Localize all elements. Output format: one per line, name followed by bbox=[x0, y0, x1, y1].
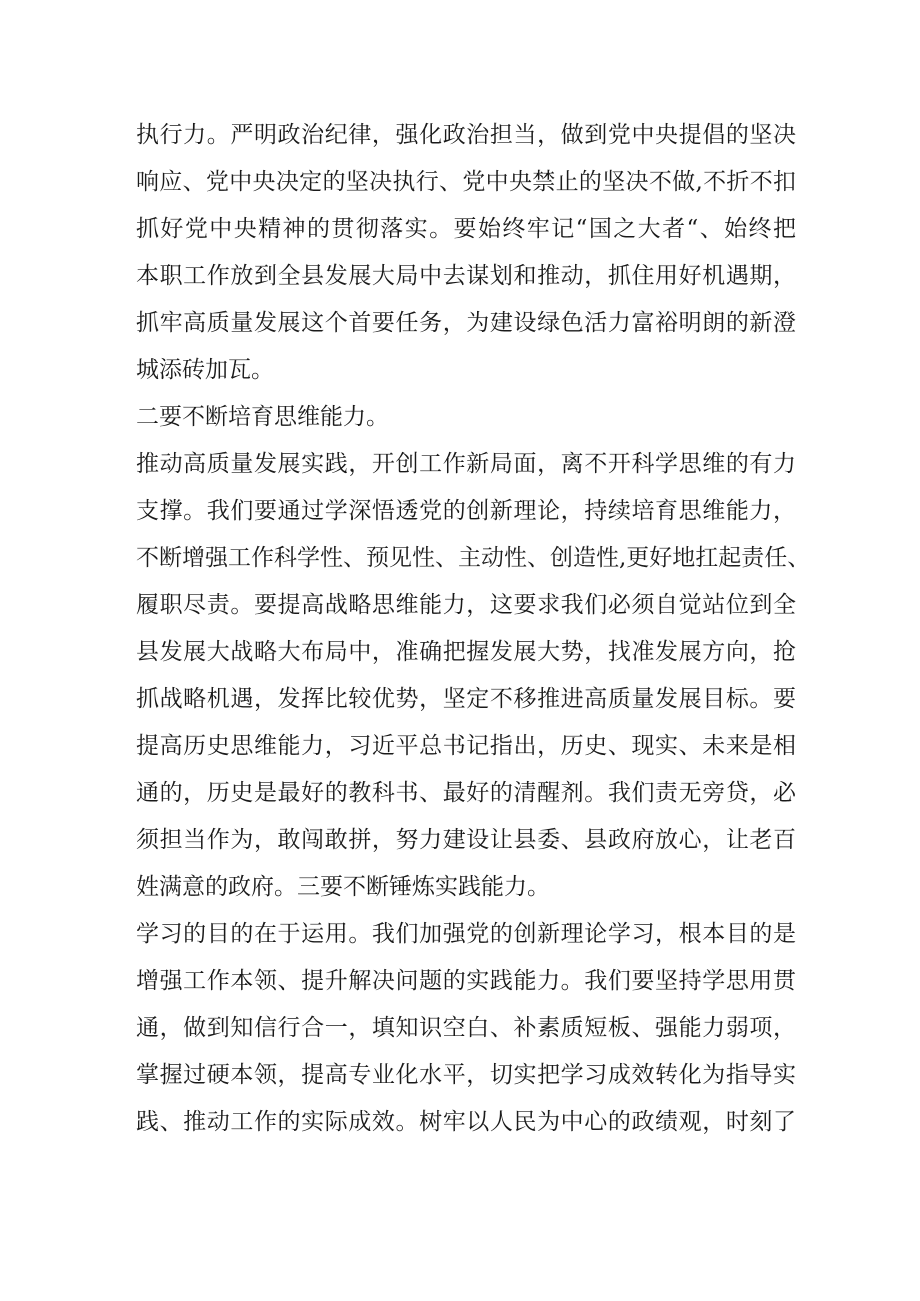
text-line: 本职工作放到全县发展大局中去谋划和推动，抓住用好机遇期， bbox=[136, 263, 796, 289]
text-line: 执行力。严明政治纪律，强化政治担当，做到党中央提倡的坚决 bbox=[136, 122, 796, 148]
text-line: 履职尽责。要提高战略思维能力，这要求我们必须自觉站位到全 bbox=[136, 592, 796, 618]
text-line: 通的，历史是最好的教科书、最好的清醒剂。我们责无旁贷，必 bbox=[136, 780, 796, 806]
text-line: 提高历史思维能力，习近平总书记指出，历史、现实、未来是相 bbox=[136, 733, 796, 759]
text-line: 支撑。我们要通过学深悟透党的创新理论，持续培育思维能力， bbox=[136, 498, 796, 524]
text-line: 学习的目的在于运用。我们加强党的创新理论学习，根本目的是 bbox=[136, 921, 796, 947]
text-line: 城添砖加瓦。 bbox=[136, 357, 274, 383]
text-line: 推动高质量发展实践，开创工作新局面，离不开科学思维的有力 bbox=[136, 451, 796, 477]
text-line: 响应、党中央决定的坚决执行、党中央禁止的坚决不做,不折不扣 bbox=[136, 169, 796, 195]
text-line: 抓战略机遇，发挥比较优势，坚定不移推进高质量发展目标。要 bbox=[136, 686, 796, 712]
body-text bbox=[136, 112, 811, 1146]
text-line: 践、推动工作的实际成效。树牢以人民为中心的政绩观，时刻了 bbox=[136, 1109, 796, 1135]
text-line: 须担当作为，敢闯敢拼，努力建设让县委、县政府放心，让老百 bbox=[136, 827, 796, 853]
text-line: 通，做到知信行合一，填知识空白、补素质短板、强能力弱项， bbox=[136, 1015, 796, 1041]
text-line: 抓好党中央精神的贯彻落实。要始终牢记“国之大者“、始终把 bbox=[136, 216, 796, 242]
text-line: 姓满意的政府。三要不断锤炼实践能力。 bbox=[136, 874, 550, 900]
text-line: 二要不断培育思维能力。 bbox=[136, 404, 389, 430]
text-line: 不断增强工作科学性、预见性、主动性、创造性,更好地扛起责任、 bbox=[136, 545, 811, 571]
text-line: 抓牢高质量发展这个首要任务，为建设绿色活力富裕明朗的新澄 bbox=[136, 310, 796, 336]
text-line: 掌握过硬本领，提高专业化水平，切实把学习成效转化为指导实 bbox=[136, 1062, 796, 1088]
text-line: 县发展大战略大布局中，准确把握发展大势，找准发展方向，抢 bbox=[136, 639, 796, 665]
text-line: 增强工作本领、提升解决问题的实践能力。我们要坚持学思用贯 bbox=[136, 968, 796, 994]
